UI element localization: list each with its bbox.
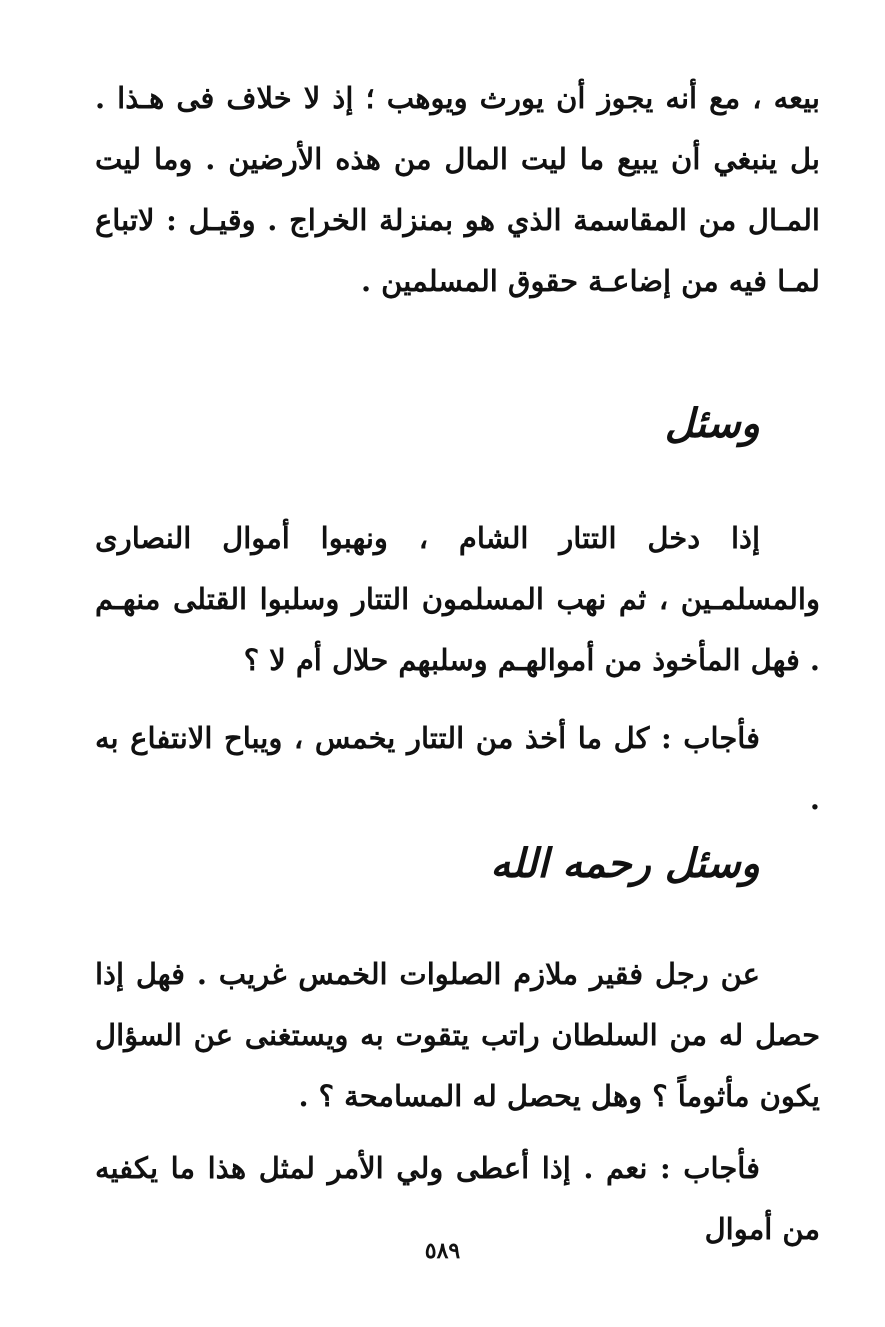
question-paragraph-2: عن رجل فقير ملازم الصلوات الخمس غريب . فهل إذا حصل له من السلطان راتب يتقوت به ويستغنى عن السؤال يكون مأثوماً ؟ وهل يحصل له المسامحة ؟ .: [95, 957, 820, 1113]
question-paragraph: إذا دخل التتار الشام ، ونهبوا أموال النصارى والمسلمـين ، ثم نهب المسلمون التتار وسلبوا القتلى منهـم . فهل المأخوذ من أموالهـم وسلبهم حلال أم لا ؟: [95, 521, 820, 677]
answer-paragraph-2: فأجاب : نعم . إذا أعطى ولي الأمر لمثل هذا ما يكفيه من أموال: [95, 1151, 820, 1246]
answer-paragraph: فأجاب : كل ما أخذ من التتار يخمس ، ويباح الانتفاع به .: [95, 721, 820, 816]
question-heading-2: وسئل رحمه الله: [490, 840, 760, 887]
question-heading: وسئل: [664, 400, 760, 447]
page-number: ٥٨٩: [424, 1238, 461, 1264]
paragraph-continuation: بيعه ، مع أنه يجوز أن يورث ويوهب ؛ إذ لا خلاف فى هـذا . بل ينبغي أن يبيع ما ليت المال من هذه الأرضين . وما ليت المـال من المقاسمة الذي هو بمنزلة الخراج . وقيـل : لاتباع لمـا فيه من إضاعـة حقوق المسلمين .: [95, 81, 820, 298]
